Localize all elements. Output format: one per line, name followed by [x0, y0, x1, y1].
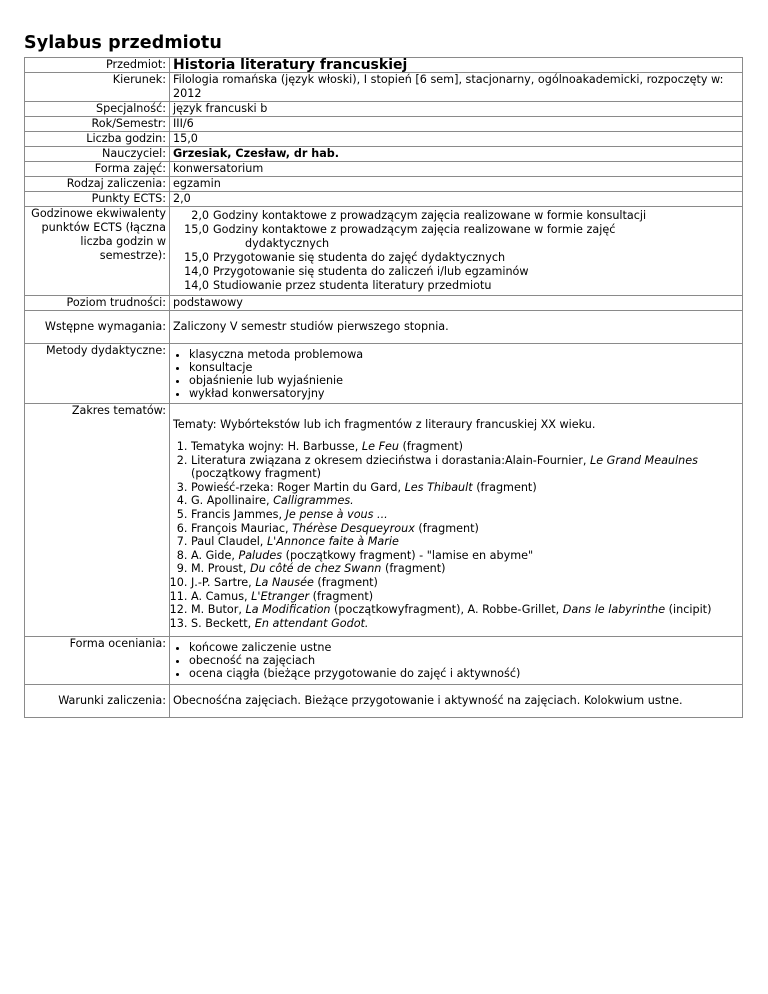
- label-przedmiot: Przedmiot:: [25, 58, 170, 73]
- value-ects: 2,0: [170, 192, 743, 207]
- topic-text: Tematyka wojny: H. Barbusse,: [191, 440, 362, 453]
- label-rok: Rok/Semestr:: [25, 117, 170, 132]
- label-zaliczenie: Rodzaj zaliczenia:: [25, 177, 170, 192]
- hours-text-main: Przygotowanie się studenta do zajęć dydaktycznych: [213, 251, 506, 264]
- topic-title: La Modification: [245, 603, 331, 617]
- hours-text-main: Studiowanie przez studenta literatury przedmiotu: [213, 279, 492, 292]
- row-ocenianie: [25, 637, 743, 685]
- hours-text: [213, 209, 739, 223]
- hours-text-main: Godziny kontaktowe z prowadzącym zajęcia realizowane w formie zajęć: [213, 223, 616, 236]
- topic-item: [191, 562, 739, 576]
- method-item: • klasyczna metoda problemowa: [189, 348, 739, 361]
- hours-list: [170, 207, 743, 296]
- topic-item: [191, 617, 739, 631]
- hours-text: [213, 223, 739, 251]
- label-ects: Punkty ECTS:: [25, 192, 170, 207]
- syllabus-table: [24, 57, 743, 718]
- topic-text: Paul Claudel,: [191, 535, 267, 549]
- topic-item: [191, 481, 739, 495]
- label-zakres: Zakres tematów:: [25, 404, 170, 637]
- row-forma: [25, 162, 743, 177]
- topic-text: A. Camus,: [191, 589, 252, 603]
- topic-text: (incipit): [665, 603, 712, 617]
- label-nauczyciel: Nauczyciel:: [25, 147, 170, 162]
- value-godzin: 15,0: [170, 132, 743, 147]
- row-kierunek: [25, 73, 743, 102]
- row-zaliczenie: [25, 177, 743, 192]
- label-kierunek: Kierunek:: [25, 73, 170, 102]
- row-zakres: [25, 404, 743, 637]
- hours-text: [213, 265, 739, 279]
- hours-value: 14,0: [184, 265, 209, 278]
- topics-intro: Tematy: Wybórtekstów lub ich fragmentów z literaury francuskiej XX wieku.: [173, 418, 596, 431]
- topic-title: Le Grand Meaulnes: [590, 453, 698, 467]
- topic-title: Le Feu: [361, 440, 399, 453]
- topic-item: [191, 549, 739, 563]
- topic-text: (fragment): [381, 562, 446, 576]
- label-metody: Metody dydaktyczne:: [25, 344, 170, 404]
- topic-text: Powieść-rzeka: Roger Martin du Gard,: [191, 480, 405, 494]
- grading-item: • ocena ciągła (bieżące przygotowanie do zajęć i aktywność): [189, 667, 739, 680]
- topic-item: [191, 508, 739, 522]
- hours-value: 15,0: [184, 223, 209, 236]
- value-kierunek: Filologia romańska (język włoski), I stopień [6 sem], stacjonarny, ogólnoakademicki, rozpoczęty w: 2012: [170, 73, 743, 102]
- course-title: Historia literatury francuskiej: [170, 58, 743, 73]
- row-specjalnosc: [25, 102, 743, 117]
- hours-row: [173, 223, 739, 251]
- row-nauczyciel: [25, 147, 743, 162]
- hours-text-cont: dydaktycznych: [245, 237, 330, 250]
- value-poziom: podstawowy: [170, 296, 743, 311]
- method-item: • konsultacje: [189, 361, 739, 374]
- topic-title: En attendant Godot.: [254, 616, 369, 630]
- topic-text: (początkowyfragment), A. Robbe-Grillet,: [330, 603, 563, 617]
- topic-title: Du côté de chez Swann: [249, 562, 382, 576]
- row-metody: [25, 344, 743, 404]
- grading-item: • obecność na zajęciach: [189, 654, 739, 667]
- row-poziom: [25, 296, 743, 311]
- topic-text: (początkowy fragment) - "lamise en abyme": [282, 548, 534, 562]
- topic-text: (fragment): [414, 521, 479, 535]
- topic-item: [191, 576, 739, 590]
- hours-text: [213, 279, 739, 293]
- topic-text: J.-P. Sartre,: [191, 575, 256, 589]
- topic-title: Thérèse Desqueyroux: [292, 521, 415, 535]
- value-forma: konwersatorium: [170, 162, 743, 177]
- hours-value: 2,0: [191, 209, 209, 222]
- topic-item: [191, 603, 739, 617]
- topic-title: Je pense à vous ...: [285, 507, 388, 521]
- topic-text: A. Gide,: [191, 548, 239, 562]
- hours-value: 14,0: [184, 279, 209, 292]
- topic-text: (fragment): [313, 575, 378, 589]
- row-ects: [25, 192, 743, 207]
- label-warunki: Warunki zaliczenia:: [25, 685, 170, 718]
- hours-text: [213, 251, 739, 265]
- value-warunki: Obecnośćna zajęciach. Bieżące przygotowanie i aktywność na zajęciach. Kolokwium ustne.: [170, 685, 743, 718]
- row-rok: [25, 117, 743, 132]
- topic-text: Francis Jammes,: [191, 507, 286, 521]
- topic-item: [191, 590, 739, 604]
- value-specjalnosc: język francuski b: [170, 102, 743, 117]
- label-forma: Forma zajęć:: [25, 162, 170, 177]
- topic-title: Dans le labyrinthe: [562, 603, 666, 617]
- topic-text: François Mauriac,: [191, 521, 293, 535]
- hours-value: 15,0: [184, 251, 209, 264]
- label-godzin: Liczba godzin:: [25, 132, 170, 147]
- methods-cell: [170, 344, 743, 404]
- method-item: • wykład konwersatoryjny: [189, 387, 739, 400]
- topic-text: S. Beckett,: [191, 616, 255, 630]
- topic-item: [191, 522, 739, 536]
- label-wymagania: Wstępne wymagania:: [25, 311, 170, 344]
- grading-item: • końcowe zaliczenie ustne: [189, 641, 739, 654]
- topic-text: (początkowy fragment): [191, 467, 321, 481]
- topic-text: M. Proust,: [191, 562, 250, 576]
- topic-title: Paludes: [238, 548, 283, 562]
- topic-text: (fragment): [399, 440, 464, 453]
- topic-text: (fragment): [472, 480, 537, 494]
- topic-title: La Nausée: [255, 575, 314, 589]
- row-warunki: [25, 685, 743, 718]
- hours-text-main: Przygotowanie się studenta do zaliczeń i/lub egzaminów: [213, 265, 529, 278]
- topic-title: L'Etranger: [251, 589, 310, 603]
- label-ocenianie: Forma oceniania:: [25, 637, 170, 685]
- row-wymagania: [25, 311, 743, 344]
- topic-text: G. Apollinaire,: [191, 494, 274, 508]
- row-godzinowe: [25, 207, 743, 296]
- page-title: Sylabus przedmiotu: [24, 33, 222, 53]
- topic-text: M. Butor,: [191, 603, 246, 617]
- topic-title: L'Annonce faite à Marie: [266, 535, 399, 549]
- value-zaliczenie: egzamin: [170, 177, 743, 192]
- topic-item: [191, 440, 739, 454]
- topic-item: [191, 494, 739, 508]
- label-poziom: Poziom trudności:: [25, 296, 170, 311]
- method-item: • objaśnienie lub wyjaśnienie: [189, 374, 739, 387]
- topics-cell: [170, 404, 743, 637]
- hours-row: [173, 251, 739, 265]
- label-specjalnosc: Specjalność:: [25, 102, 170, 117]
- hours-row: [173, 209, 739, 223]
- row-przedmiot: [25, 58, 743, 73]
- value-rok: III/6: [170, 117, 743, 132]
- topic-text: (fragment): [309, 589, 374, 603]
- value-nauczyciel: Grzesiak, Czesław, dr hab.: [170, 147, 743, 162]
- hours-text-main: Godziny kontaktowe z prowadzącym zajęcia realizowane w formie konsultacji: [213, 209, 647, 222]
- topic-item: [191, 535, 739, 549]
- topic-title: Calligrammes.: [273, 494, 354, 508]
- hours-row: [173, 265, 739, 279]
- value-wymagania: Zaliczony V semestr studiów pierwszego stopnia.: [170, 311, 743, 344]
- row-godzin: [25, 132, 743, 147]
- grading-cell: [170, 637, 743, 685]
- label-godzinowe: Godzinowe ekwiwalenty punktów ECTS (łączna liczba godzin w semestrze):: [25, 207, 170, 296]
- topic-text: Literatura związana z okresem dzieciństwa i dorastania:Alain-Fournier,: [191, 453, 590, 467]
- hours-row: [173, 279, 739, 293]
- topic-title: Les Thibault: [404, 480, 473, 494]
- topic-item: [191, 454, 739, 481]
